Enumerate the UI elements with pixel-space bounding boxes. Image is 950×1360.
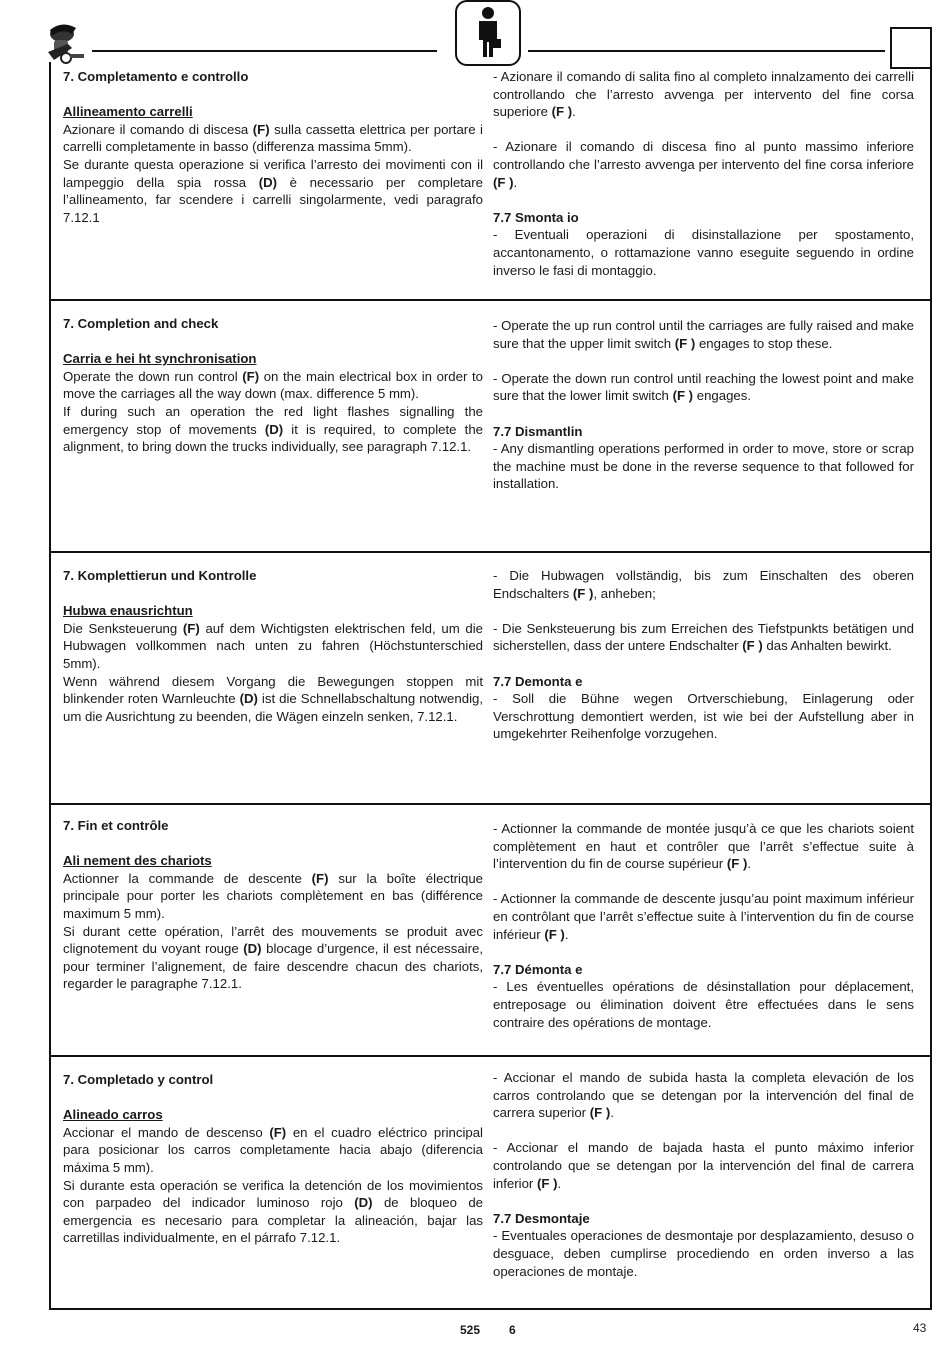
page-number: 43 <box>913 1321 927 1335</box>
content-frame <box>49 62 932 1310</box>
mechanic-logo-icon <box>42 18 90 66</box>
footer-model-number: 525 <box>460 1323 481 1337</box>
subsection-heading: Allineamento carrelli <box>63 104 193 120</box>
right-column <box>493 1069 914 1280</box>
paragraph: - Actionner la commande de descente jusqu’au point maximum inférieur en contrôlant que l’arrêt s’effectue suite à l’intervention du fin de course inférieur (F ). <box>493 891 914 942</box>
paragraph: - Accionar el mando de bajada hasta el punto máximo inferior controlando que se detengan por la intervención del final de carrera inferior (F ). <box>493 1140 914 1191</box>
section-italian <box>51 68 930 300</box>
left-column <box>63 68 483 226</box>
paragraph: Si durant cette opération, l’arrêt des mouvements se produit avec clignotement du voyant rouge (D) blocage d’urgence, il est nécessaire, pour terminer l’alignement, de faire descendre chacun des chariots, regarder le paragraphe 7.12.1. <box>63 923 483 992</box>
paragraph: - Accionar el mando de subida hasta la completa elevación de los carros controlando que se detengan por la intervención del final de carrera superior (F ). <box>493 1070 914 1121</box>
paragraph: - Operate the down run control until reaching the lowest point and make sure that the lower limit switch (F ) engages. <box>493 370 914 404</box>
paragraph: Actionner la commande de descente (F) sur la boîte électrique principale pour porter les chariots complètement en bas (différence maximum 5 mm). <box>63 870 483 921</box>
dismantling-heading: 7.7 Dismantlin <box>493 423 583 439</box>
section-french <box>51 803 930 1057</box>
section-spanish <box>51 1055 930 1310</box>
header-rule-left <box>92 50 437 52</box>
left-column <box>63 817 483 993</box>
paragraph: - Any dismantling operations performed in order to move, store or scrap the machine must be done in the reverse sequence to that followed for installation. <box>493 441 914 492</box>
paragraph: Azionare il comando di discesa (F) sulla cassetta elettrica per portare i carrelli completamente in basso (differenza massima 5mm). <box>63 121 483 155</box>
paragraph: Operate the down run control (F) on the main electrical box in order to move the carriages all the way down (max. difference 5 mm). <box>63 368 483 402</box>
paragraph: - Soll die Bühne wegen Ortverschiebung, Einlagerung oder Verschrottung demontiert werden, ist wie bei der Aufstellung aber in umgekehrter Reihenfolge vorzugehen. <box>493 691 914 742</box>
right-column <box>493 68 914 279</box>
paragraph: - Operate the up run control until the carriages are fully raised and make sure that the upper limit switch (F ) engages to stop these. <box>493 318 914 351</box>
paragraph: Wenn während diesem Vorgang die Bewegungen stoppen mit blinkender roten Warnleuchte (D) ist die Schnellabschaltung notwendig, um die Ausrichtung zu beenden, die Wägen einzeln senken, 7.12.1. <box>63 673 483 724</box>
operator-badge <box>455 0 521 66</box>
footer-code: 6 <box>509 1323 516 1337</box>
subsection-heading: Alineado carros <box>63 1107 163 1123</box>
subsection-heading: Carria e hei ht synchronisation <box>63 351 257 367</box>
paragraph: Si durante esta operación se verifica la detención de los movimientos con parpadeo del indicador luminoso rojo (D) de bloqueo de emergencia es necesario para completar la alineación, bajar las carretillas individualmente, en el párrafo 7.12.1. <box>63 1177 483 1246</box>
section-title: 7. Completamento e controllo <box>63 69 249 84</box>
paragraph: - Eventuali operazioni di disinstallazione per spostamento, accantonamento, o rottamazione vanno eseguite seguendo in ordine inverso le fasi di montaggio. <box>493 227 914 278</box>
right-column <box>493 567 914 743</box>
section-german <box>51 551 930 805</box>
dismantling-heading: 7.7 Desmontaje <box>493 1210 590 1226</box>
section-title: 7. Completado y control <box>63 1072 214 1087</box>
left-column <box>63 1071 483 1247</box>
paragraph: - Azionare il comando di discesa fino al punto massimo inferiore controllando che l’arresto avvenga per intervento del fine corsa inferiore (F ). <box>493 139 914 190</box>
header-rule-right <box>528 50 885 52</box>
paragraph: Accionar el mando de descenso (F) en el cuadro eléctrico principal para posicionar los carros completamente hacia abajo (diferencia máxima 5 mm). <box>63 1124 483 1175</box>
dismantling-heading: 7.7 Démonta e <box>493 961 583 977</box>
paragraph: Se durante questa operazione si verifica l’arresto dei movimenti con il lampeggio della spia rossa (D) è necessario per completare l’allineamento, far scendere i carrelli singolarmente, vedi paragrafo 7.12.1 <box>63 156 483 225</box>
paragraph: - Les éventuelles opérations de désinstallation pour déplacement, entreposage ou élimination doivent être effectuées dans le sens contraire des opérations de montage. <box>493 979 914 1030</box>
subsection-heading: Hubwa enausrichtun <box>63 603 193 619</box>
left-column <box>63 315 483 456</box>
paragraph: - Die Hubwagen vollständig, bis zum Einschalten des oberen Endschalters (F ), anheben; <box>493 568 914 601</box>
paragraph: If during such an operation the red light flashes signalling the emergency stop of movements (D) it is required, to complete the alignment, to bring down the trucks individually, see paragraph 7.12.1. <box>63 403 483 455</box>
subsection-heading: Ali nement des chariots <box>63 853 212 869</box>
dismantling-heading: 7.7 Demonta e <box>493 673 583 689</box>
left-column <box>63 567 483 725</box>
paragraph: Die Senksteuerung (F) auf dem Wichtigsten elektrischen feld, um die Hubwagen vollkommen nach unten zu fahren (Höchstunterschied 5mm). <box>63 620 483 671</box>
right-column <box>493 317 914 493</box>
paragraph: - Die Senksteuerung bis zum Erreichen des Tiefstpunkts betätigen und sicherstellen, dass der untere Endschalter (F ) das Anhalten bewirkt. <box>493 620 914 654</box>
section-title: 7. Komplettierun und Kontrolle <box>63 568 257 583</box>
paragraph: - Eventuales operaciones de desmontaje por desplazamiento, desuso o desguace, deben cumplirse procediendo en orden inverso a las operaciones de montaje. <box>493 1228 914 1279</box>
person-with-manual-icon <box>457 2 519 64</box>
paragraph: - Azionare il comando di salita fino al completo innalzamento dei carrelli controllando che l’arresto avvenga per intervento del fine corsa superiore (F ). <box>493 69 914 120</box>
section-title: 7. Fin et contrôle <box>63 818 169 833</box>
dismantling-heading: 7.7 Smonta io <box>493 209 579 225</box>
right-column <box>493 820 914 1031</box>
section-english <box>51 299 930 553</box>
section-title: 7. Completion and check <box>63 316 219 331</box>
paragraph: - Actionner la commande de montée jusqu’à ce que les chariots soient complètement en haut et contrôler que l’arrêt s’effectue suite à l’intervention du fin de course supérieur (F ). <box>493 821 914 872</box>
